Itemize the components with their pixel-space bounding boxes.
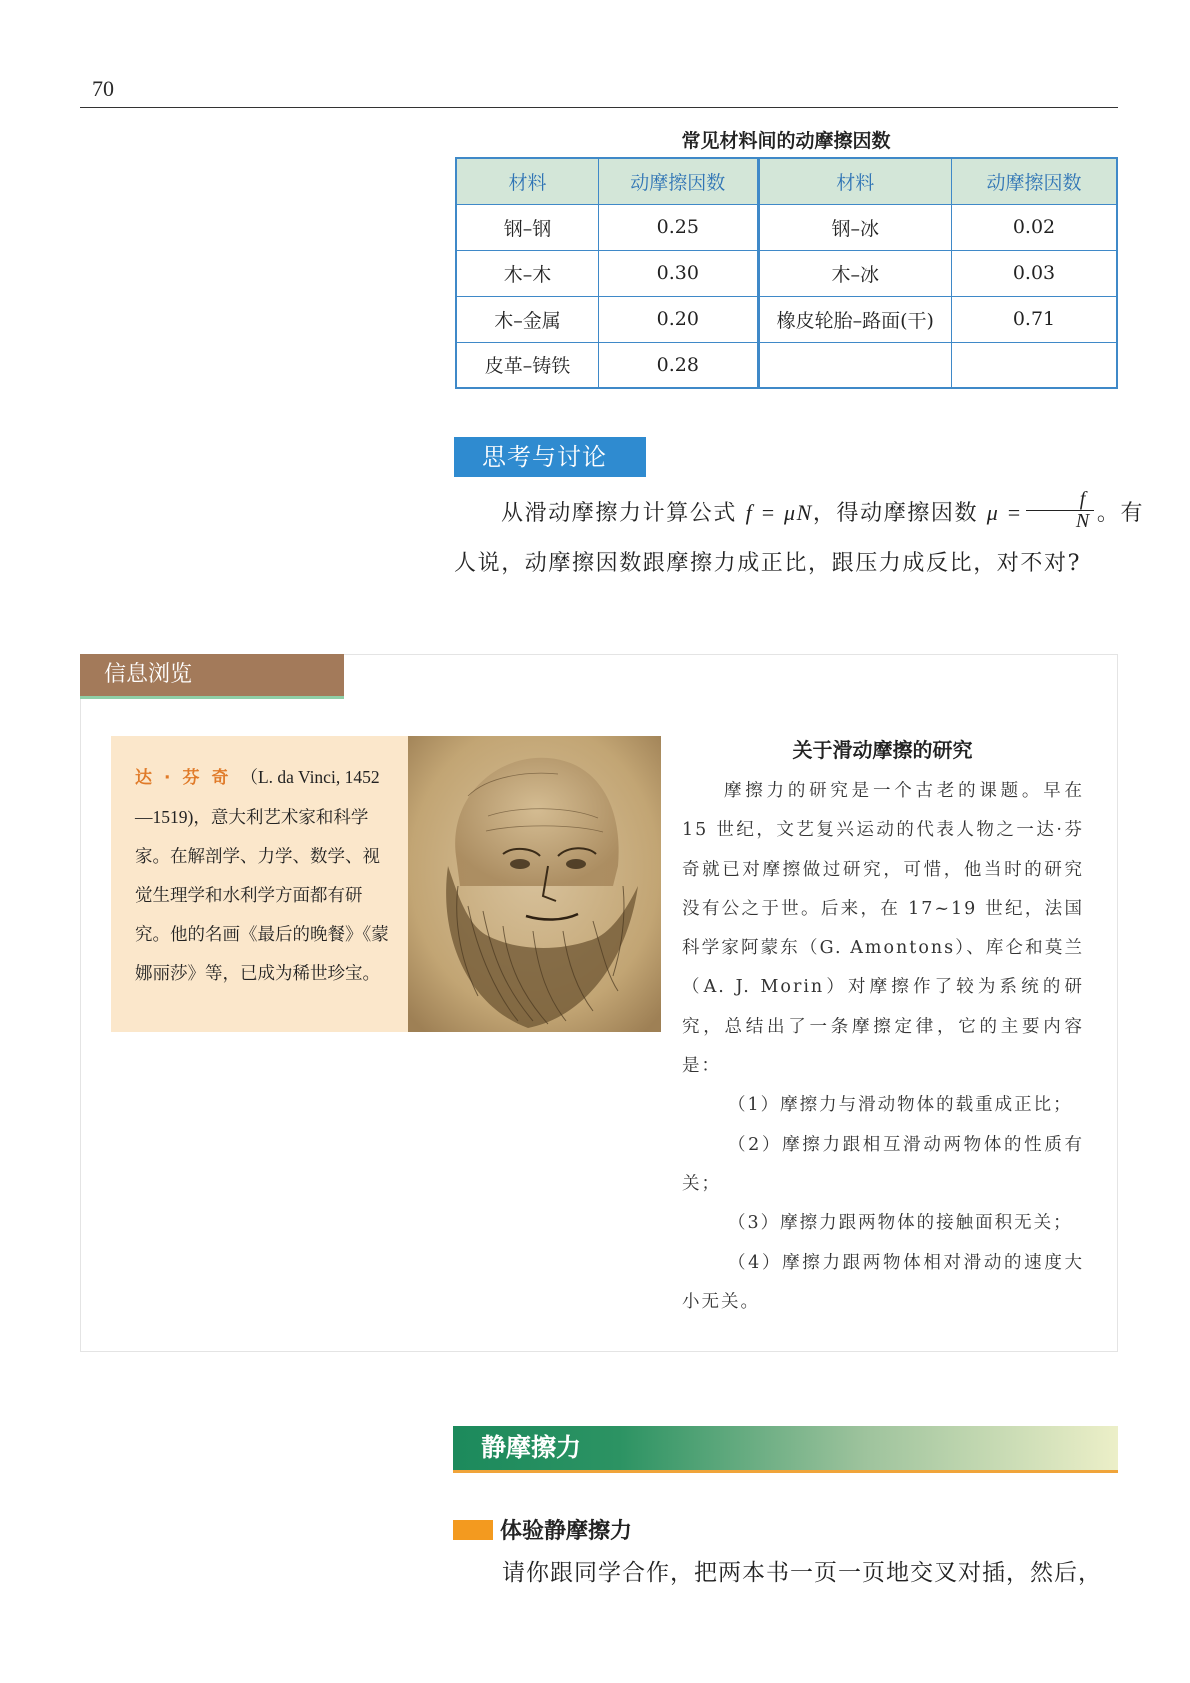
table-header-row — [456, 158, 1117, 204]
info-banner-underline — [80, 696, 344, 699]
table-header-cell: 动摩擦因数 — [599, 158, 759, 204]
law-item: （4）摩擦力跟两物体相对滑动的速度大小无关。 — [682, 1252, 1084, 1312]
da-vinci-bio-card — [111, 736, 408, 1032]
table-cell: 木–金属 — [456, 296, 599, 342]
article-body — [682, 772, 1084, 1322]
table-row — [456, 342, 1117, 388]
subheading-marker — [453, 1520, 493, 1540]
table-cell: 0.25 — [599, 204, 759, 250]
table-cell: 钢–钢 — [456, 204, 599, 250]
table-cell: 0.20 — [599, 296, 759, 342]
table-row — [456, 204, 1117, 250]
law-item: （1）摩擦力与滑动物体的载重成正比； — [728, 1095, 1073, 1116]
table-cell: 0.71 — [951, 296, 1117, 342]
table-cell — [951, 342, 1117, 388]
header-rule — [80, 107, 1118, 108]
info-browse-heading: 信息浏览 — [80, 654, 344, 696]
table-cell: 橡皮轮胎–路面(干) — [758, 296, 951, 342]
article-paragraph: 摩擦力的研究是一个古老的课题。早在 15 世纪，文艺复兴运动的代表人物之一达·芬奇就已对摩擦做过研究，可惜，他当时的研究没有公之于世。后来，在 17~19 世纪，法国科学家阿蒙东（G. Amontons）、库仑和莫兰（A. J. Morin）对摩擦作了较为系统的研究，总结出了一条摩擦定律，它的主要内容是： — [682, 781, 1084, 1077]
table-title: 常见材料间的动摩擦因数 — [681, 130, 891, 152]
static-friction-heading: 静摩擦力 — [453, 1426, 1118, 1470]
table-row — [456, 250, 1117, 296]
da-vinci-portrait — [408, 736, 661, 1032]
table-cell: 皮革–铸铁 — [456, 342, 599, 388]
fraction-numerator: f — [1026, 489, 1094, 511]
table-cell: 0.30 — [599, 250, 759, 296]
think-text-b: ，得动摩擦因数 — [812, 501, 979, 526]
mu-symbol: μ = — [986, 500, 1023, 525]
friction-formula: f = μN — [745, 500, 813, 525]
table-row — [456, 296, 1117, 342]
table-cell: 木–木 — [456, 250, 599, 296]
think-discuss-text — [454, 487, 1145, 589]
table-cell: 钢–冰 — [758, 204, 951, 250]
friction-coefficient-table — [455, 157, 1118, 389]
think-line-2: 人说，动摩擦因数跟摩擦力成正比，跟压力成反比，对不对? — [454, 551, 1081, 576]
fraction-denominator: N — [1075, 509, 1091, 532]
law-item: （3）摩擦力跟两物体的接触面积无关； — [728, 1213, 1073, 1234]
table-header-cell: 材料 — [758, 158, 951, 204]
table-cell: 0.28 — [599, 342, 759, 388]
bio-name: 达·芬奇 — [135, 768, 241, 788]
mu-fraction — [1026, 489, 1094, 532]
think-text-a: 从滑动摩擦力计算公式 — [501, 501, 738, 526]
table-header-cell: 材料 — [456, 158, 599, 204]
table-cell — [758, 342, 951, 388]
think-text-c: 。有 — [1096, 501, 1145, 526]
table-cell: 0.03 — [951, 250, 1117, 296]
activity-instruction-text: 请你跟同学合作，把两本书一页一页地交叉对插，然后， — [502, 1560, 1102, 1586]
page-number: 70 — [92, 76, 114, 101]
static-banner-underline — [453, 1470, 1118, 1473]
think-discuss-heading: 思考与讨论 — [454, 437, 646, 477]
article-title: 关于滑动摩擦的研究 — [792, 738, 973, 762]
think-line-1 — [454, 487, 1145, 539]
bio-text: （L. da Vinci, 1452—1519)，意大利艺术家和科学家。在解剖学、力学、数学、视觉生理学和水利学方面都有研究。他的名画《最后的晚餐》《蒙娜丽莎》等，已成为稀世珍宝。 — [135, 767, 389, 983]
table-cell: 0.02 — [951, 204, 1117, 250]
table-cell: 木–冰 — [758, 250, 951, 296]
experience-static-friction-subheading: 体验静摩擦力 — [500, 1519, 633, 1544]
law-item: （2）摩擦力跟相互滑动两物体的性质有关； — [682, 1134, 1084, 1194]
table-header-cell: 动摩擦因数 — [951, 158, 1117, 204]
